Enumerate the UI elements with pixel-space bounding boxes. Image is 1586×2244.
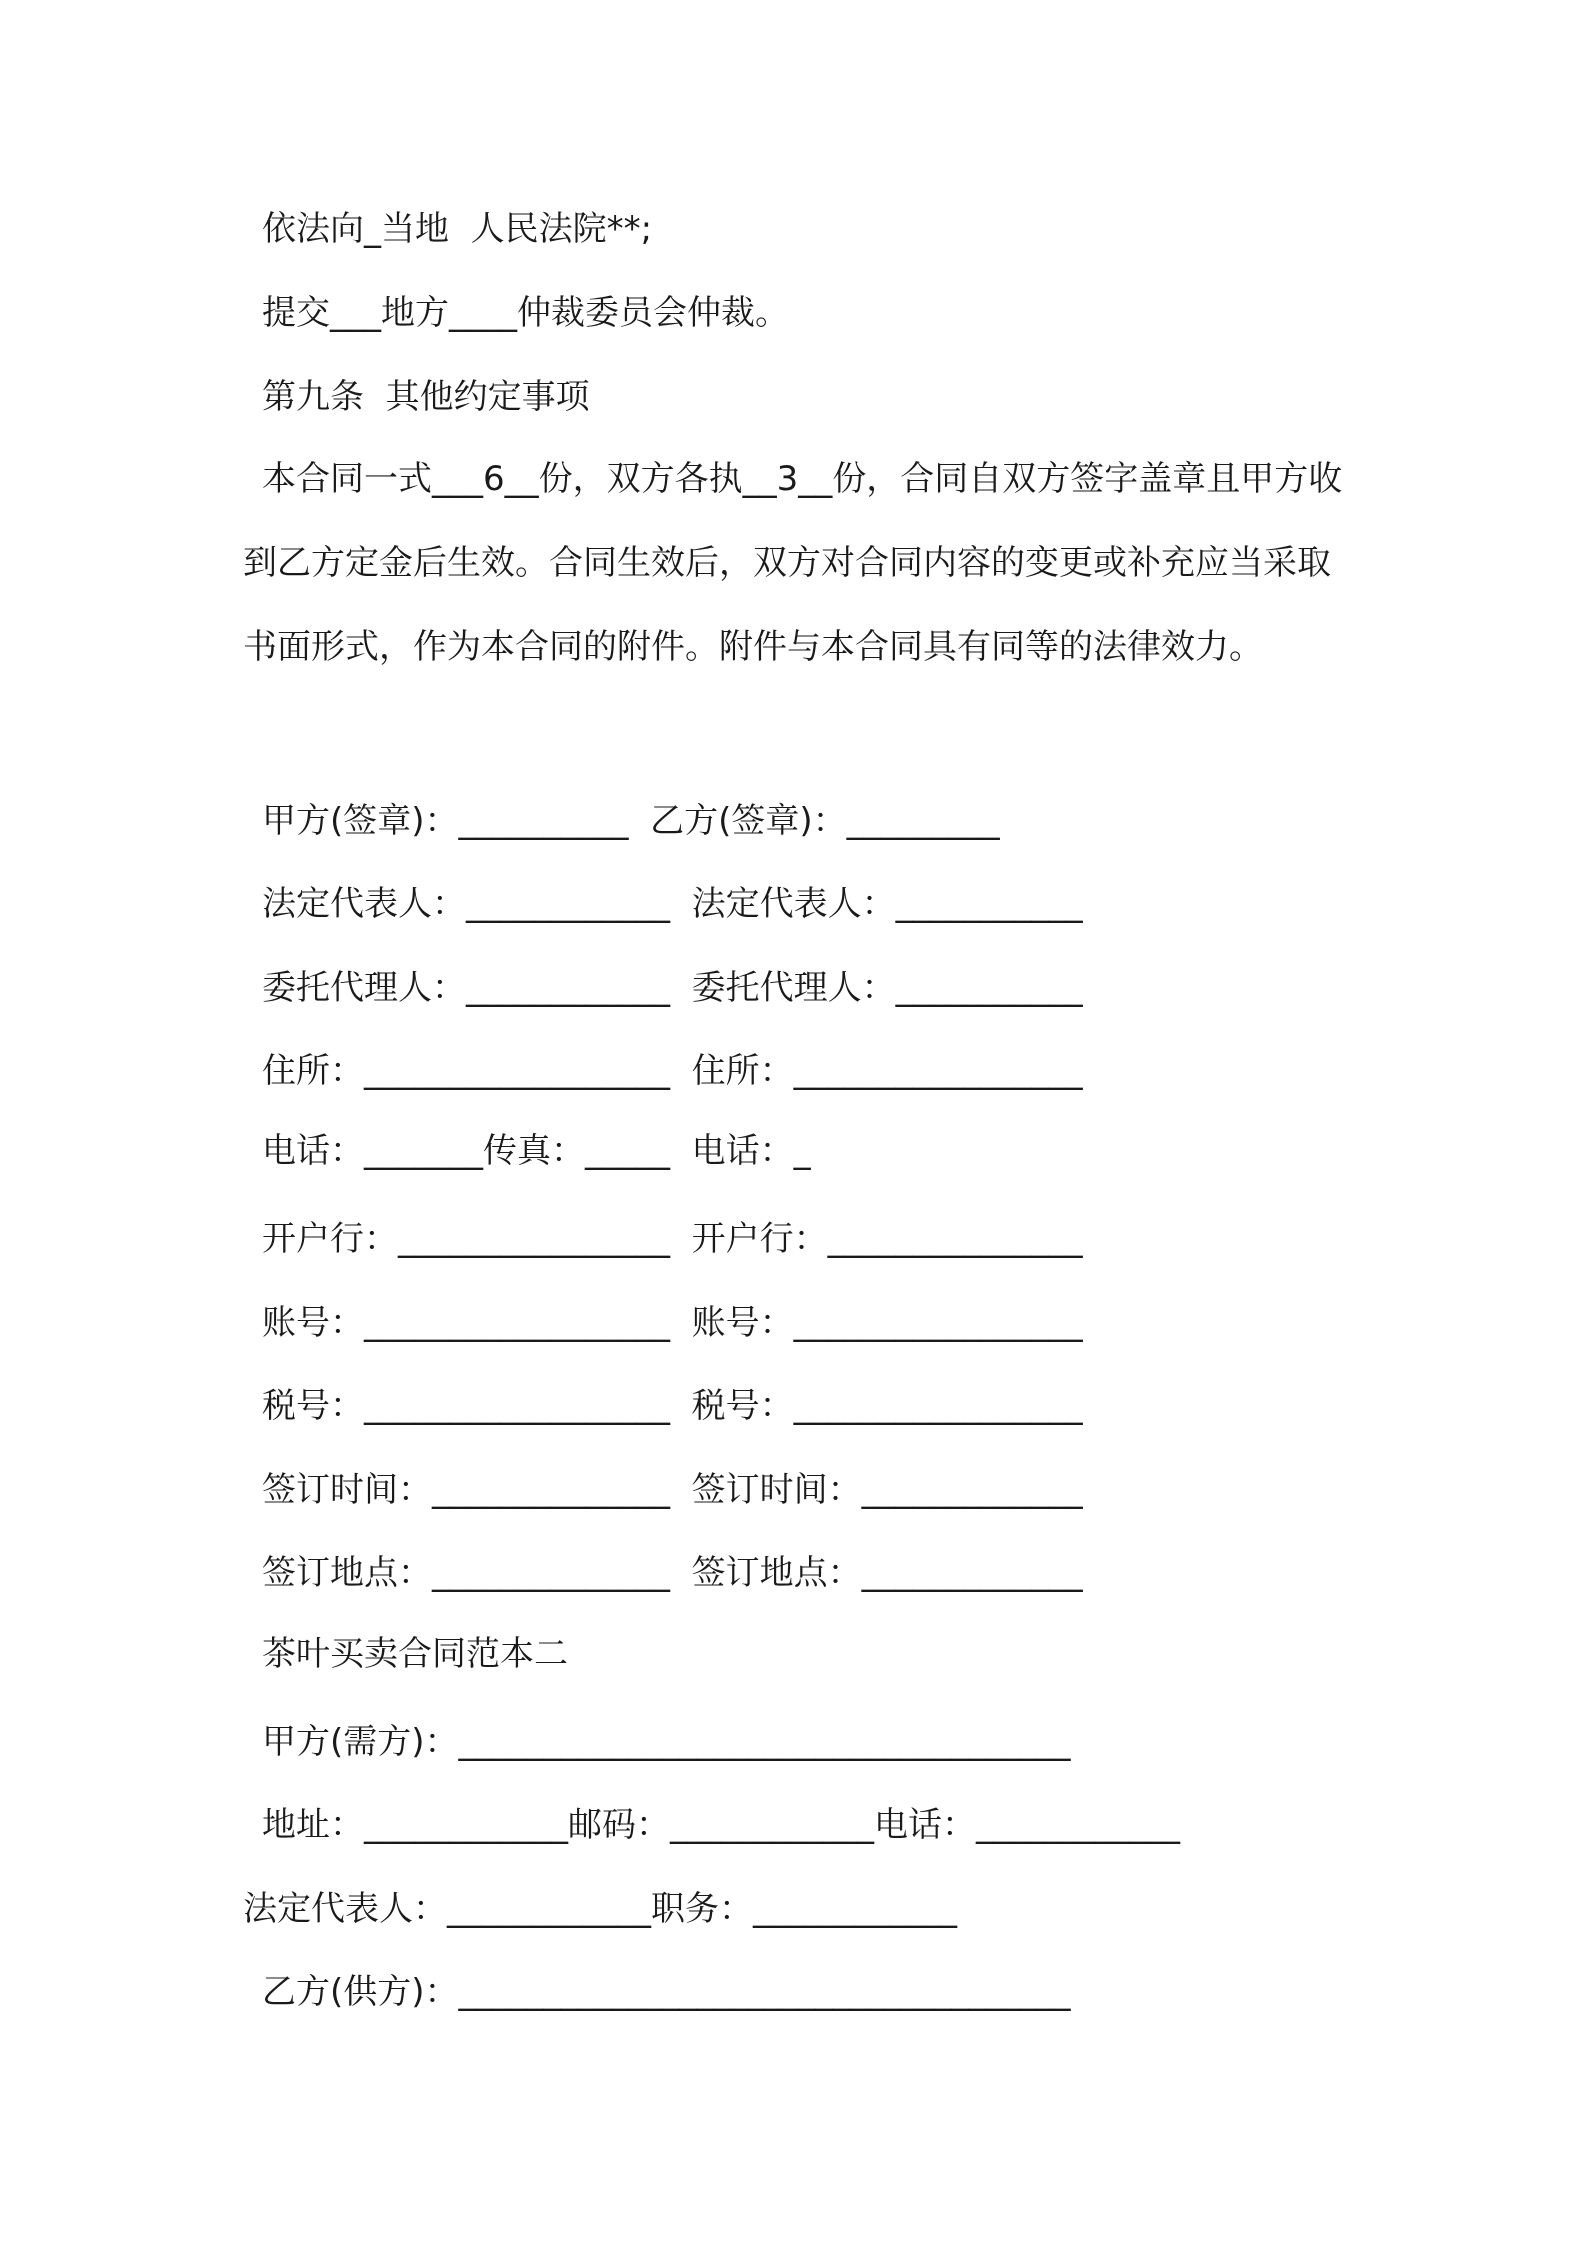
court-clause: 依法向_当地 人民法院**;	[262, 209, 653, 249]
representative-line: 法定代表人：____________职务：____________	[243, 1889, 957, 1929]
signature-line-agent: 委托代理人：____________ 委托代理人：___________	[262, 968, 1083, 1008]
signature-line-legal-rep: 法定代表人：____________ 法定代表人：___________	[262, 884, 1083, 924]
party-b-line: 乙方(供方)：____________________________________	[262, 1972, 1071, 2012]
article-paragraph-text: 本合同一式___6__份，双方各执__3__份，合同自双方签字盖章且甲方收到乙方定金后生效。合同生效后，双方对合同内容的变更或补充应当采取书面形式，作为本合同的附件。附件与本合同具有同等的法律效力。	[243, 459, 1343, 667]
signature-line-sign-place: 签订地点：______________ 签订地点：_____________	[262, 1553, 1083, 1593]
article-paragraph	[243, 437, 1363, 689]
signature-line-bank: 开户行：________________ 开户行：_______________	[262, 1219, 1083, 1259]
signature-line-account: 账号：__________________ 账号：_________________	[262, 1303, 1083, 1343]
template-two-title: 茶叶买卖合同范本二	[262, 1634, 568, 1674]
article-heading: 第九条 其他约定事项	[262, 377, 590, 417]
signature-line-phone-fax: 电话：_______传真：_____ 电话：_	[262, 1131, 811, 1171]
signature-line-party-seal: 甲方(签章)：__________ 乙方(签章)：_________	[262, 801, 1000, 841]
signature-line-tax-id: 税号：__________________ 税号：_________________	[262, 1386, 1083, 1426]
signature-line-sign-date: 签订时间：______________ 签订时间：_____________	[262, 1470, 1083, 1510]
party-a-line: 甲方(需方)：____________________________________	[262, 1722, 1071, 1762]
address-line: 地址：____________邮码：____________电话：____________	[262, 1805, 1180, 1845]
arbitration-clause: 提交___地方____仲裁委员会仲裁。	[262, 293, 789, 333]
signature-line-address: 住所：__________________ 住所：_________________	[262, 1051, 1083, 1091]
